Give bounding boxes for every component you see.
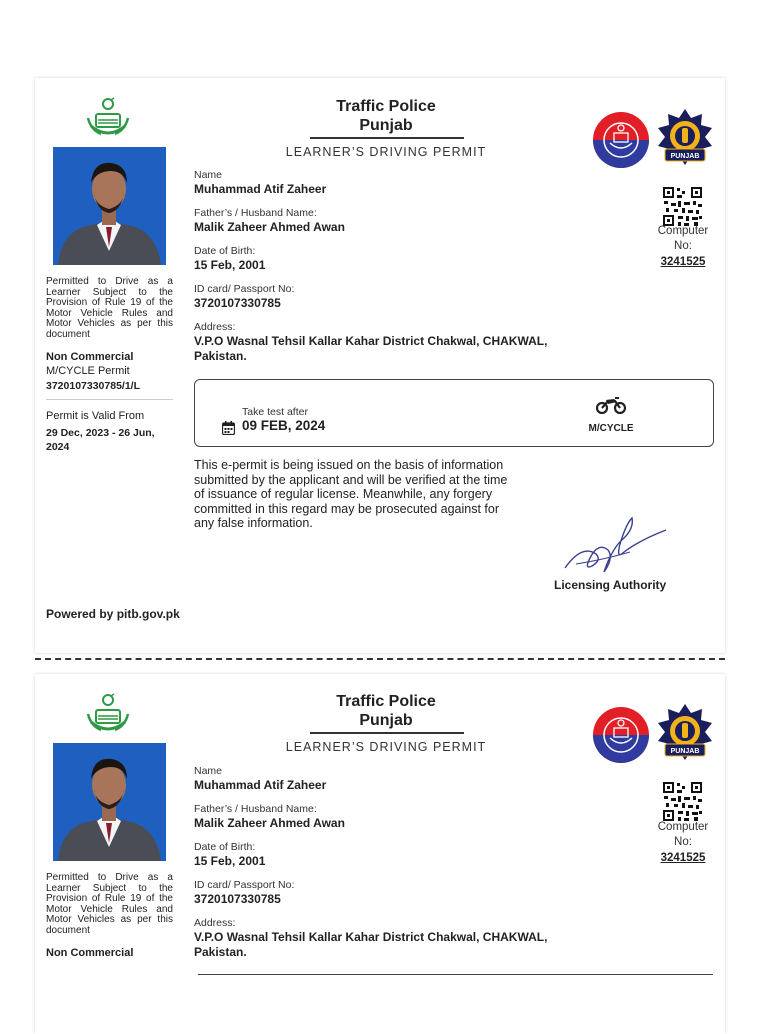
name-label: Name bbox=[194, 169, 223, 181]
qr-code-icon[interactable] bbox=[662, 781, 703, 822]
computer-label-line1: Computer bbox=[657, 225, 709, 237]
computer-no-label bbox=[647, 224, 719, 254]
badge-label: PUNJAB bbox=[670, 153, 700, 160]
dob-label: Date of Birth: bbox=[194, 841, 256, 853]
permit-category: Non Commercial bbox=[46, 351, 134, 363]
cut-line bbox=[35, 658, 725, 660]
calendar-icon bbox=[222, 421, 235, 435]
computer-number: 3241525 bbox=[660, 852, 706, 864]
test-date: 09 FEB, 2024 bbox=[242, 418, 326, 433]
computer-number: 3241525 bbox=[660, 256, 706, 268]
licensing-authority-label: Licensing Authority bbox=[554, 578, 667, 592]
title-line1: Traffic Police bbox=[336, 98, 436, 115]
test-date-box bbox=[194, 379, 714, 447]
title-underline bbox=[310, 137, 464, 139]
motorcycle-icon bbox=[596, 396, 626, 414]
test-date-box-top-edge bbox=[198, 974, 713, 975]
traffic-police-badge-icon bbox=[656, 703, 714, 765]
name-value: Muhammad Atif Zaheer bbox=[194, 182, 327, 196]
computer-label-line2: No: bbox=[674, 836, 692, 848]
qr-code-icon[interactable] bbox=[662, 186, 703, 227]
father-value: Malik Zaheer Ahmed Awan bbox=[194, 220, 345, 234]
punjab-emblem-icon bbox=[85, 96, 131, 138]
footer-powered-by[interactable]: Powered by pitb.gov.pk bbox=[46, 607, 180, 621]
punjab-police-seal-icon bbox=[592, 706, 650, 764]
punjab-emblem-icon bbox=[85, 692, 131, 734]
applicant-photo bbox=[53, 743, 166, 861]
father-value: Malik Zaheer Ahmed Awan bbox=[194, 816, 345, 830]
computer-label-line2: No: bbox=[674, 240, 692, 252]
address-label: Address: bbox=[194, 917, 236, 929]
validity-label: Permit is Valid From bbox=[46, 410, 145, 422]
permit-subtitle: LEARNER’S DRIVING PERMIT bbox=[285, 145, 487, 159]
title-line2: Punjab bbox=[359, 712, 413, 729]
address-label: Address: bbox=[194, 321, 236, 333]
permit-category: Non Commercial bbox=[46, 947, 134, 959]
signature-image bbox=[562, 514, 670, 576]
validity-range-line1: 29 Dec, 2023 - 26 Jun, bbox=[46, 427, 155, 439]
address-line1: V.P.O Wasnal Tehsil Kallar Kahar District Chakwal, CHAKWAL, bbox=[194, 334, 548, 348]
address-line1: V.P.O Wasnal Tehsil Kallar Kahar District Chakwal, CHAKWAL, bbox=[194, 930, 548, 944]
address-value bbox=[194, 334, 547, 364]
id-value: 3720107330785 bbox=[194, 892, 281, 906]
computer-label-line1: Computer bbox=[657, 821, 709, 833]
permission-text: Permitted to Drive as a Learner Subject to the Provision of Rule 19 of the Motor Vehicle Rules and Motor Vehicles as per this document bbox=[46, 872, 173, 936]
title-line1: Traffic Police bbox=[336, 693, 436, 710]
title-underline bbox=[310, 732, 464, 734]
validity-range bbox=[46, 426, 155, 454]
permit-card-1 bbox=[35, 78, 725, 653]
address-value bbox=[194, 930, 547, 960]
father-label: Father’s / Husband Name: bbox=[194, 803, 317, 815]
sidebar-divider bbox=[46, 399, 173, 400]
traffic-police-badge-icon bbox=[656, 108, 714, 170]
title-line2: Punjab bbox=[359, 117, 413, 134]
validity-range-line2: 2024 bbox=[46, 441, 70, 453]
permit-subtitle: LEARNER’S DRIVING PERMIT bbox=[285, 740, 487, 754]
permit-number: 3720107330785/1/L bbox=[46, 380, 141, 392]
dob-value: 15 Feb, 2001 bbox=[194, 854, 266, 868]
vehicle-type: M/CYCLE bbox=[588, 423, 634, 434]
permit-type: M/CYCLE Permit bbox=[46, 365, 130, 377]
id-value: 3720107330785 bbox=[194, 296, 281, 310]
test-label: Take test after bbox=[242, 406, 308, 418]
notice-text: This e-permit is being issued on the basis of information submitted by the applicant and will be verified at the time of issuance of regular license. Meanwhile, any forgery committed in this regard may be prosecuted against for any false information. bbox=[194, 458, 508, 530]
id-label: ID card/ Passport No: bbox=[194, 283, 295, 295]
address-line2: Pakistan. bbox=[194, 945, 247, 959]
permission-text: Permitted to Drive as a Learner Subject to the Provision of Rule 19 of the Motor Vehicle Rules and Motor Vehicles as per this document bbox=[46, 276, 173, 340]
permit-card-2 bbox=[35, 674, 725, 1034]
id-label: ID card/ Passport No: bbox=[194, 879, 295, 891]
punjab-police-seal-icon bbox=[592, 111, 650, 169]
dob-label: Date of Birth: bbox=[194, 245, 256, 257]
name-value: Muhammad Atif Zaheer bbox=[194, 778, 327, 792]
badge-label: PUNJAB bbox=[670, 748, 700, 755]
father-label: Father’s / Husband Name: bbox=[194, 207, 317, 219]
computer-no-label bbox=[647, 820, 719, 850]
applicant-photo bbox=[53, 147, 166, 265]
address-line2: Pakistan. bbox=[194, 349, 247, 363]
dob-value: 15 Feb, 2001 bbox=[194, 258, 266, 272]
name-label: Name bbox=[194, 765, 223, 777]
